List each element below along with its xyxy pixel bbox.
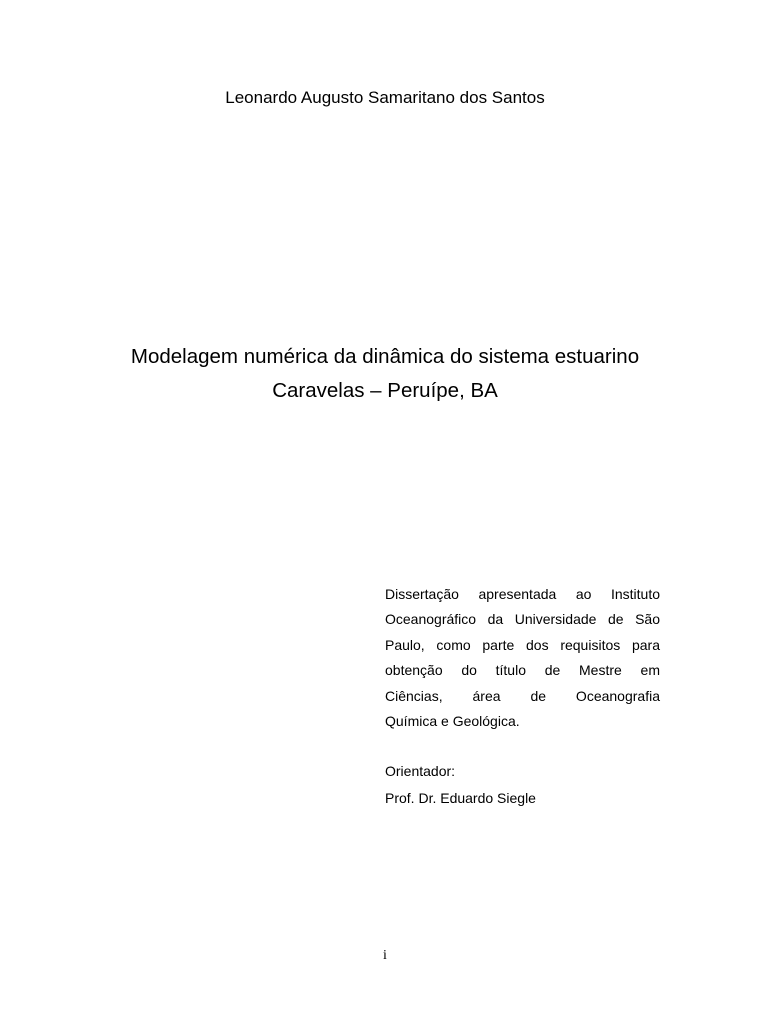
thesis-title-line-1: Modelagem numérica da dinâmica do sistema estuarino [130, 345, 640, 368]
dissertation-statement [385, 582, 660, 734]
thesis-title [0, 340, 770, 408]
dissertation-line-1: Dissertação apresentada ao Instituto [385, 586, 660, 602]
dissertation-line-5: Ciências, área de Oceanografia [385, 687, 660, 704]
thesis-title-line-2: Caravelas – Peruípe, BA [272, 379, 498, 402]
advisor-block [385, 758, 536, 812]
dissertation-line-6: Química e Geológica. [385, 713, 520, 730]
advisor-name: Prof. Dr. Eduardo Siegle [385, 790, 536, 806]
author-name: Leonardo Augusto Samaritano dos Santos [225, 88, 545, 107]
advisor-label: Orientador: [385, 763, 456, 779]
dissertation-line-4: obtenção do título de Mestre em [385, 662, 660, 679]
dissertation-line-2: Oceanográfico da Universidade de São [385, 611, 660, 628]
page-number: i [383, 948, 387, 963]
dissertation-line-3: Paulo, como parte dos requisitos para [385, 636, 660, 653]
